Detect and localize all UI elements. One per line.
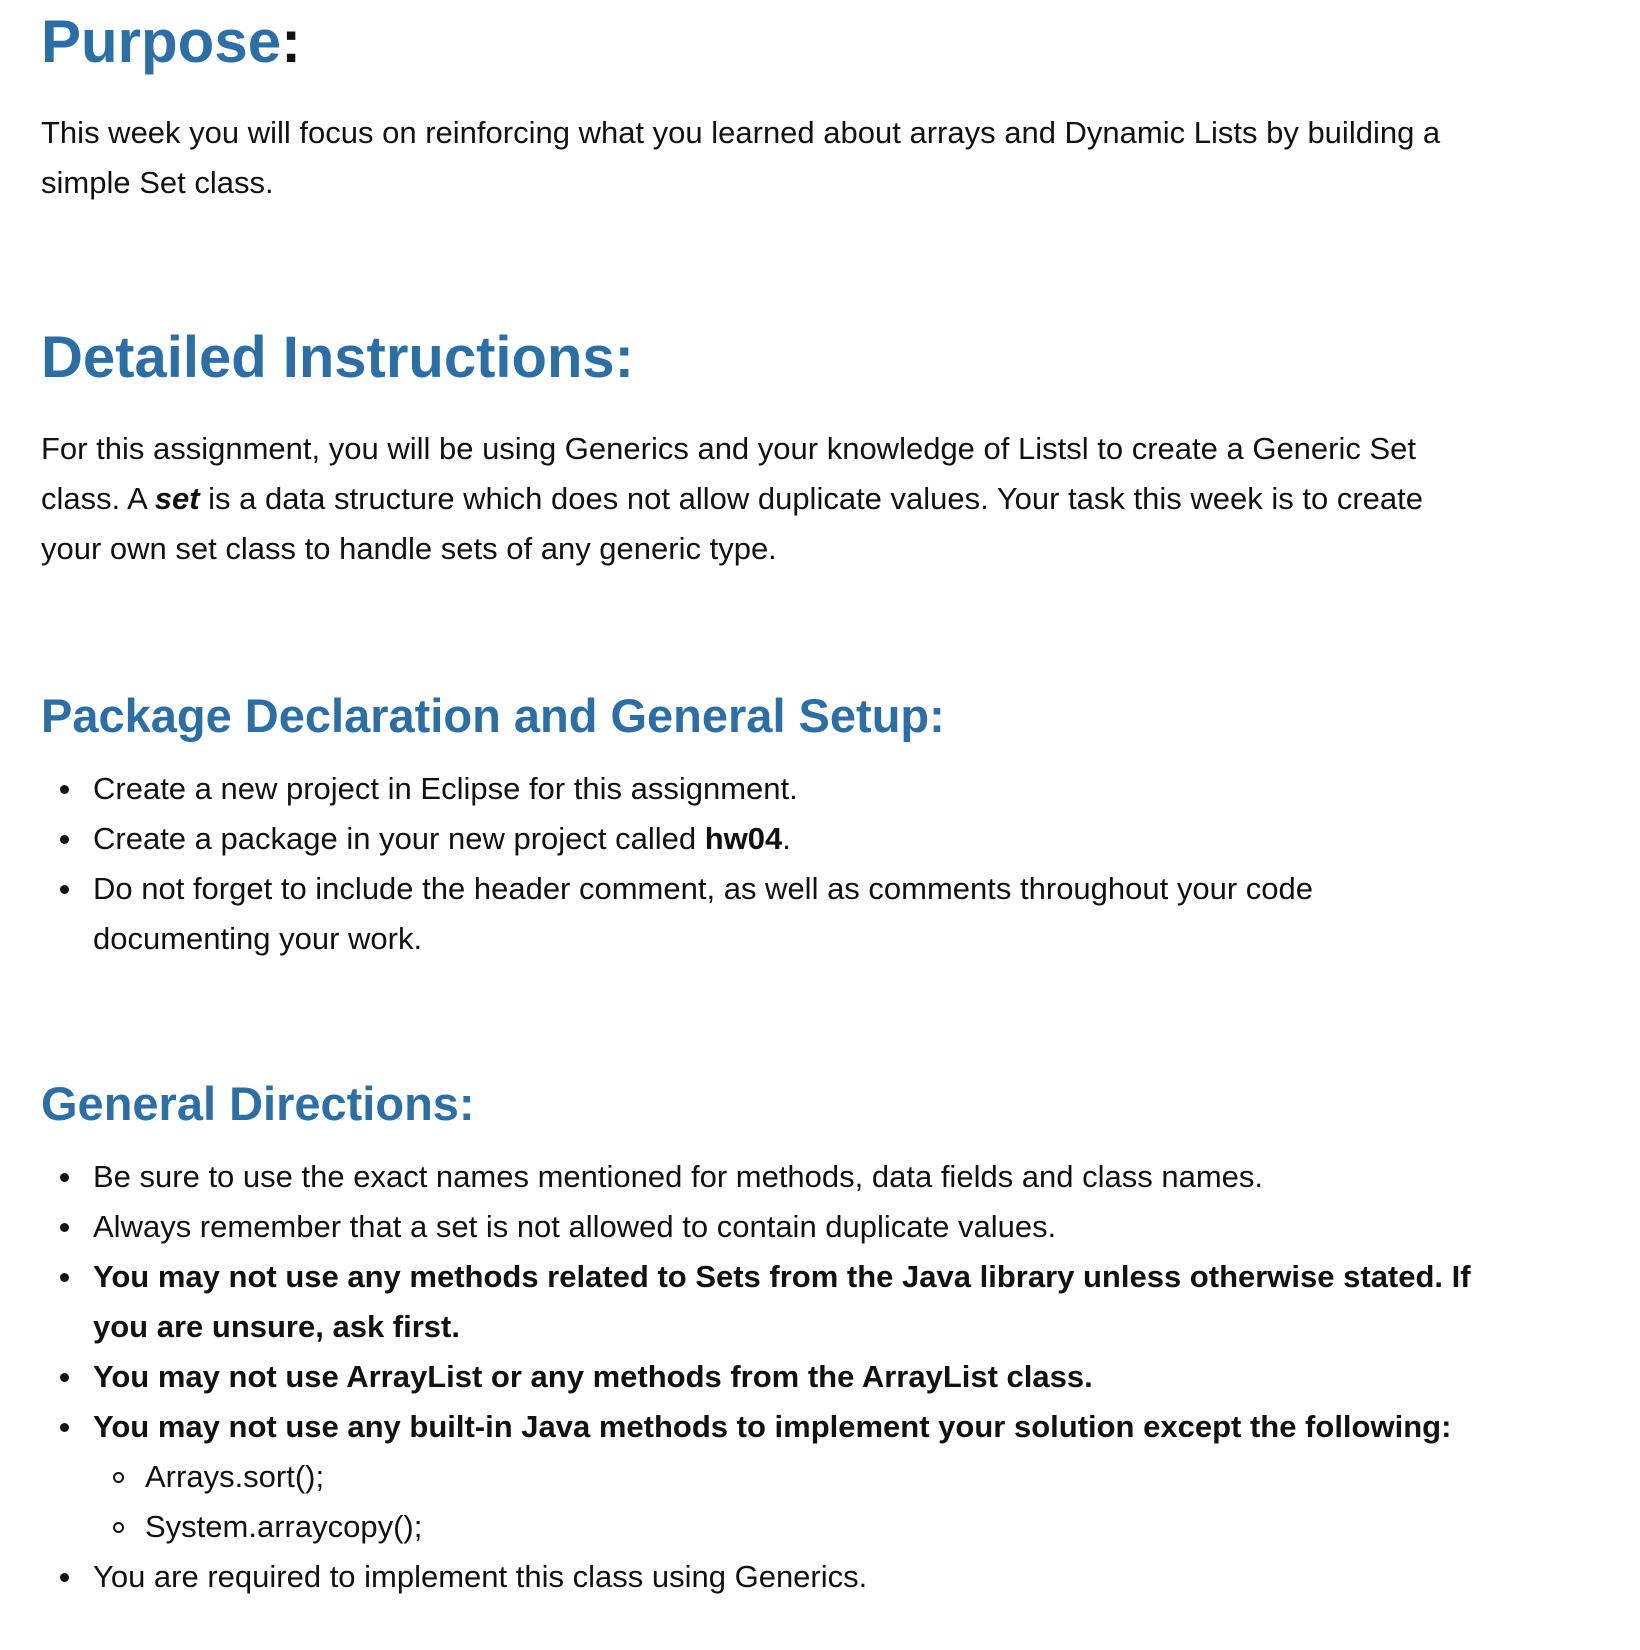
circle-bullet-icon (113, 1472, 124, 1483)
list-item (41, 1552, 1471, 1602)
list-item (41, 1252, 1471, 1352)
purpose-heading-text: Purpose (41, 8, 282, 75)
package-name: hw04 (704, 821, 783, 856)
bullet-icon (60, 885, 69, 894)
list-item-text: Create a new project in Eclipse for this assignment. (93, 771, 798, 806)
detailed-instructions-heading: Detailed Instructions: (41, 325, 634, 390)
list-item (41, 764, 1313, 814)
list-item-text-pre: Create a package in your new project called (93, 821, 705, 856)
purpose-line-1: This week you will focus on reinforcing what you learned about arrays and Dynamic Lists by building a (41, 115, 1441, 150)
list-item-line-1: Do not forget to include the header comment, as well as comments throughout your code (93, 871, 1314, 906)
purpose-paragraph (41, 108, 1440, 208)
detailed-instructions-paragraph (41, 424, 1423, 574)
bullet-icon (60, 1423, 69, 1432)
purpose-line-2: simple Set class. (41, 165, 274, 200)
list-item-text: You may not use ArrayList or any methods from the ArrayList class. (93, 1359, 1093, 1394)
list-item-line-1: You may not use any methods related to Sets from the Java library unless otherwise stated. If (93, 1259, 1471, 1294)
set-term: set (154, 481, 200, 516)
list-item-text-post: . (782, 821, 791, 856)
allowed-methods-list (93, 1452, 1471, 1552)
sub-list-item-text: System.arraycopy(); (145, 1509, 423, 1544)
bullet-icon (60, 1223, 69, 1232)
bullet-icon (60, 835, 69, 844)
sub-list-item (93, 1452, 1471, 1502)
list-item-text: You are required to implement this class using Generics. (93, 1559, 868, 1594)
list-item-line-2: you are unsure, ask first. (93, 1309, 460, 1344)
package-setup-heading: Package Declaration and General Setup: (41, 689, 945, 742)
list-item-line-2: documenting your work. (93, 921, 423, 956)
package-setup-list (41, 764, 1313, 964)
purpose-heading-colon: : (281, 8, 302, 75)
sub-list-item-text: Arrays.sort(); (145, 1459, 325, 1494)
bullet-icon (60, 1573, 69, 1582)
list-item-text: You may not use any built-in Java methods to implement your solution except the following: (93, 1409, 1452, 1444)
list-item (41, 1402, 1471, 1552)
bullet-icon (60, 785, 69, 794)
detailed-line-1: For this assignment, you will be using Generics and your knowledge of Listsl to create a Generic Set (41, 431, 1417, 466)
list-item (41, 814, 1313, 864)
list-item-text: Always remember that a set is not allowed to contain duplicate values. (93, 1209, 1057, 1244)
general-directions-list (41, 1152, 1471, 1602)
bullet-icon (60, 1373, 69, 1382)
bullet-icon (60, 1273, 69, 1282)
bullet-icon (60, 1173, 69, 1182)
detailed-line-2-post: is a data structure which does not allow duplicate values. Your task this week is to create (199, 481, 1423, 516)
list-item-text: Be sure to use the exact names mentioned for methods, data fields and class names. (93, 1159, 1264, 1194)
detailed-line-2-pre: class. A (41, 481, 155, 516)
purpose-heading (41, 2, 301, 82)
general-directions-heading: General Directions: (41, 1077, 475, 1130)
list-item (41, 864, 1313, 964)
detailed-line-2 (41, 474, 1423, 524)
sub-list-item (93, 1502, 1471, 1552)
list-item (41, 1202, 1471, 1252)
detailed-line-3: your own set class to handle sets of any generic type. (41, 531, 777, 566)
circle-bullet-icon (113, 1522, 124, 1533)
list-item (41, 1352, 1471, 1402)
list-item (41, 1152, 1471, 1202)
